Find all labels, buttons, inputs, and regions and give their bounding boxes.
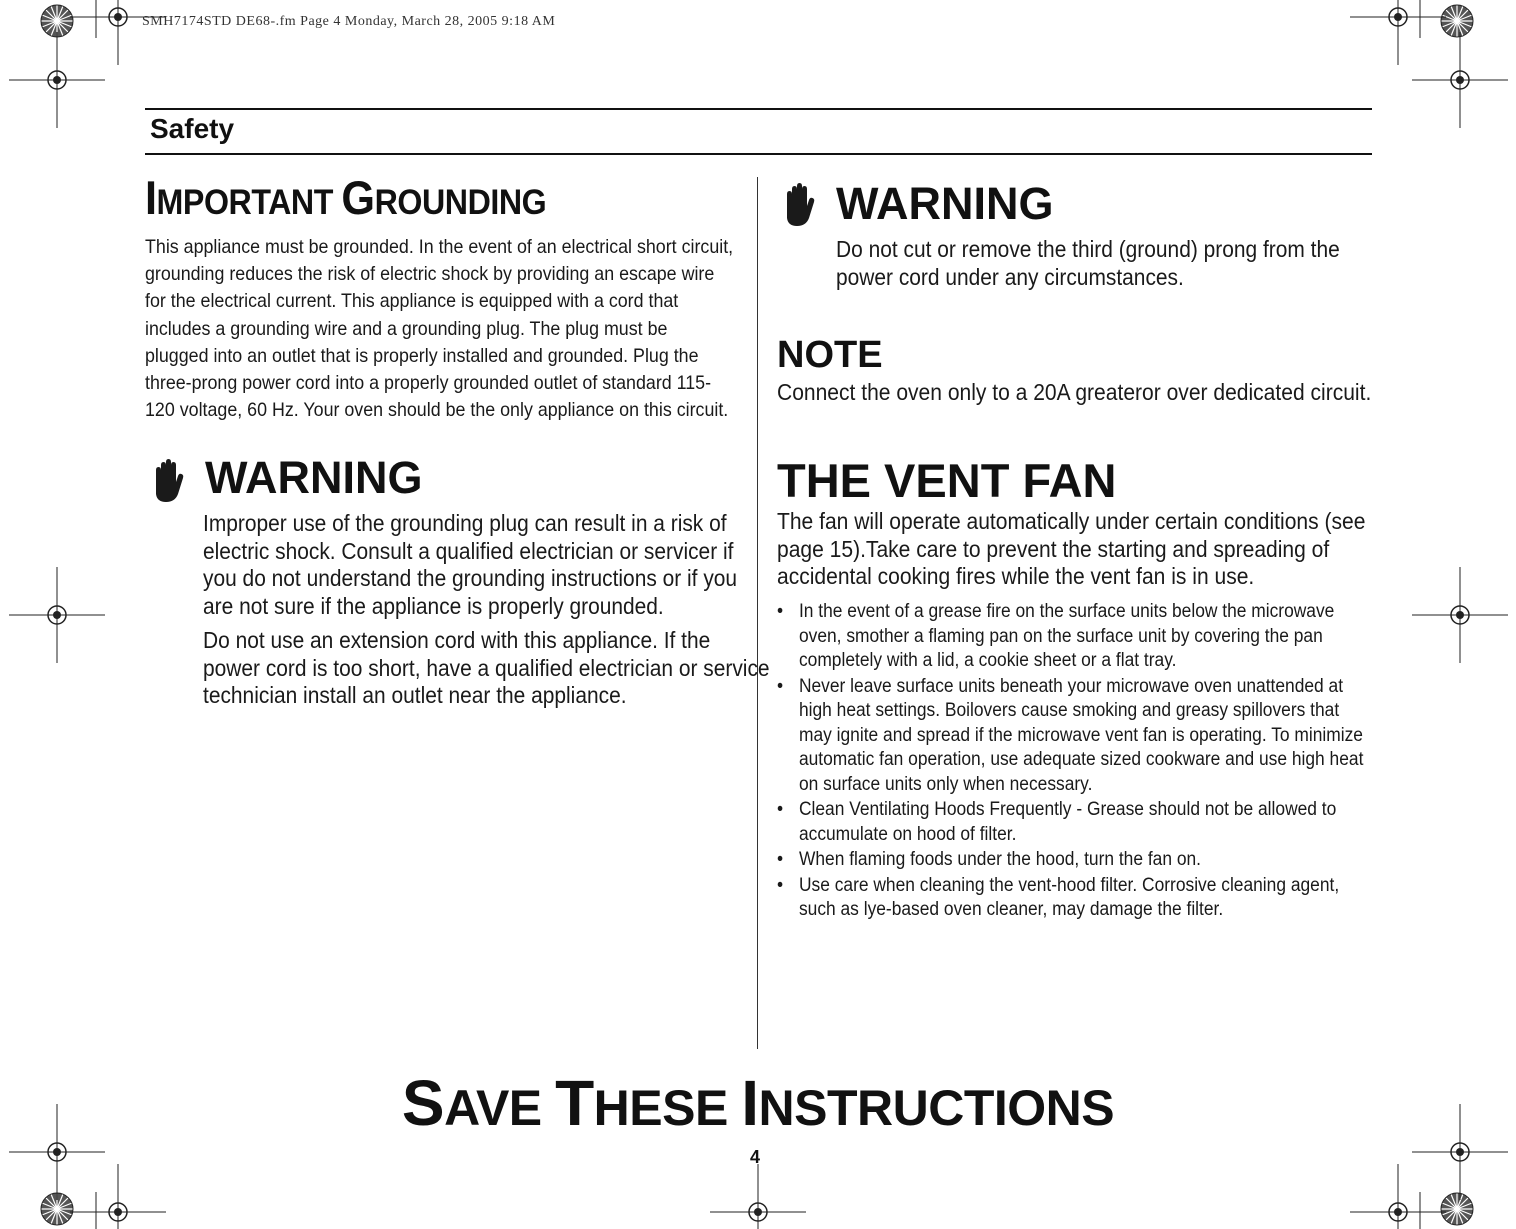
bullet-glyph: • — [777, 675, 784, 697]
file-stamp: SMH7174STD DE68-.fm Page 4 Monday, March 28, 2005 9:18 AM — [142, 14, 556, 29]
list-item — [777, 798, 1372, 847]
registration-mark-icon — [9, 32, 105, 128]
warning-right-text: Do not cut or remove the third (ground) prong from the power cord under any circumstances. — [836, 236, 1340, 290]
save-part-1: AVE — [444, 1080, 556, 1136]
save-initial-3: I — [741, 1067, 759, 1139]
note-title: NOTE — [777, 334, 883, 376]
color-target-icon — [1441, 5, 1473, 37]
registration-mark-icon — [1350, 1164, 1446, 1229]
grounding-heading-initial-2: G — [341, 171, 375, 224]
grounding-heading-part-2: ROUNDING — [374, 183, 547, 222]
list-item-text: Use care when cleaning the vent-hood filter. Corrosive cleaning agent, such as lye-based oven cleaner, may damage the filter. — [798, 874, 1340, 920]
vent-fan-bullet-list — [777, 600, 1372, 924]
grounding-body: This appliance must be grounded. In the event of an electrical short circuit, grounding reduces the risk of electric shock by providing an escape wire for the electrical current. This appliance is equipped with a cord that includes a grounding wire and a grounding plug. The plug must be plugged into an outlet that is properly installed and grounded. Plug the three-prong power cord into a properly grounded outlet of standard 115-120 voltage, 60 Hz. Your oven should be the only appliance on this circuit. — [145, 236, 734, 422]
warning-right-title: WARNING — [836, 178, 1054, 229]
list-item-text: Never leave surface units beneath your microwave oven unattended at high heat settings. Boilovers cause smoking and greasy spillovers that may ignite and spread if the microwave vent fan is operating. To minimize automatic fan operation, use adequate sized cookware and use high heat on surface units only when necessary. — [798, 675, 1364, 795]
registration-mark-icon — [1412, 32, 1508, 128]
list-item — [777, 848, 1372, 873]
bullet-glyph: • — [777, 874, 784, 896]
bullet-glyph: • — [777, 849, 784, 870]
grounding-heading-initial-1: I — [145, 171, 157, 224]
save-part-2: HESE — [593, 1080, 742, 1136]
registration-mark-icon — [9, 567, 105, 663]
registration-mark-icon — [70, 0, 166, 65]
warning-left-paragraph-1: Improper use of the grounding plug can result in a risk of electric shock. Consult a qualified electrician or servicer if you do not understand the grounding instructions or if you are not sure if the appliance is properly grounded. — [203, 510, 738, 619]
save-instructions-title — [0, 1066, 1516, 1140]
registration-mark-icon — [1350, 0, 1446, 65]
registration-mark-icon — [710, 1164, 806, 1229]
warning-left-paragraph-2: Do not use an extension cord with this appliance. If the power cord is too short, have a qualified electrician or service technician install an outlet near the appliance. — [203, 627, 770, 708]
list-item-text: When flaming foods under the hood, turn the fan on. — [798, 849, 1202, 870]
page-number: 4 — [750, 1147, 761, 1167]
color-target-icon — [1441, 1193, 1473, 1225]
list-item — [777, 675, 1372, 798]
vent-fan-title: THE VENT FAN — [777, 454, 1117, 507]
save-initial-2: T — [555, 1067, 594, 1139]
save-initial-1: S — [401, 1067, 445, 1139]
vent-fan-intro: The fan will operate automatically under certain conditions (see page 15).Take care to prevent the starting and spreading of accidental cooking fires while the vent fan is in use. — [777, 508, 1366, 589]
registration-mark-icon — [1412, 567, 1508, 663]
hand-stop-icon — [150, 458, 186, 504]
warning-left-title: WARNING — [205, 452, 423, 503]
save-part-3: NSTRUCTIONS — [758, 1080, 1115, 1136]
registration-mark-icon — [70, 1164, 166, 1229]
header-top-rule — [145, 108, 1372, 110]
hand-stop-icon — [781, 182, 817, 228]
list-item — [777, 600, 1372, 674]
section-header: Safety — [150, 113, 235, 144]
bullet-glyph: • — [777, 799, 784, 820]
list-item — [777, 874, 1372, 923]
bullet-glyph: • — [777, 601, 784, 622]
list-item-text: Clean Ventilating Hoods Frequently - Grease should not be allowed to accumulate on hood of filter. — [798, 799, 1337, 845]
header-bottom-rule — [145, 153, 1372, 155]
list-item-text: In the event of a grease fire on the surface units below the microwave oven, smother a flaming pan on the surface unit by covering the pan completely with a lid, a cookie sheet or a flat tray. — [798, 601, 1335, 671]
note-text: Connect the oven only to a 20A greateror over dedicated circuit. — [777, 379, 1372, 405]
grounding-heading-part-1: MPORTANT — [156, 183, 342, 222]
grounding-heading — [145, 170, 546, 225]
